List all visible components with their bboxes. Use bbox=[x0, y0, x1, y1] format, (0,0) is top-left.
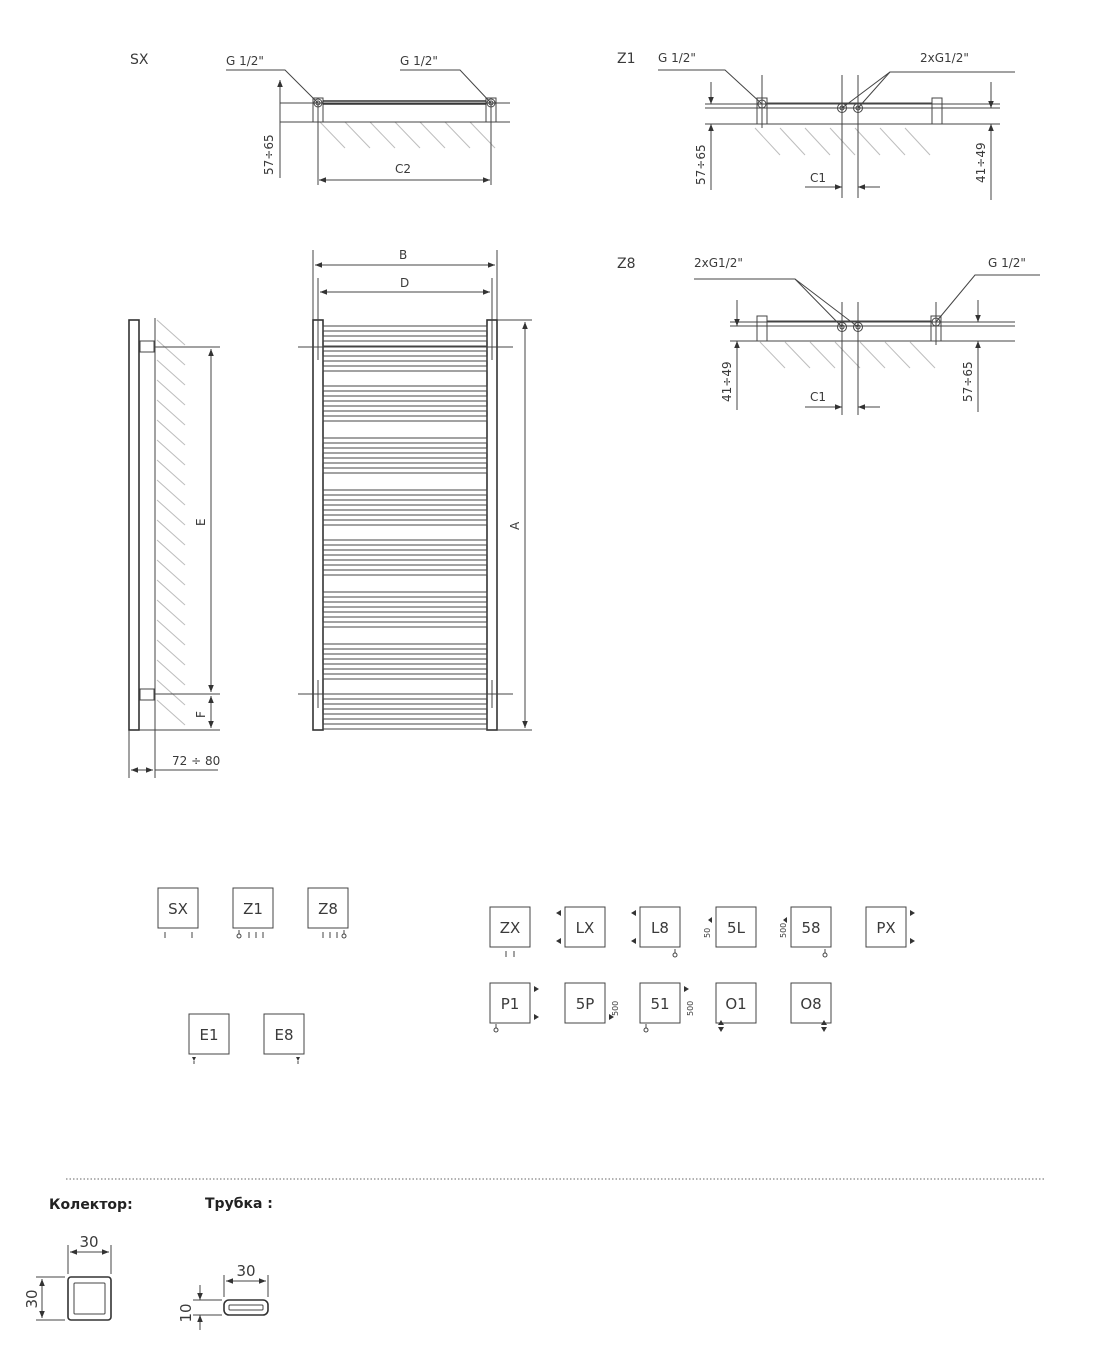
conn-label-l8: L8 bbox=[651, 919, 669, 937]
conn-box-5p[interactable] bbox=[565, 983, 620, 1023]
tube-19 bbox=[323, 550, 487, 555]
mark-58: 500 bbox=[779, 922, 788, 938]
mark-5l: 50 bbox=[703, 927, 712, 938]
connections-row-1 bbox=[490, 907, 915, 957]
mark-51: 500 bbox=[686, 1000, 695, 1016]
z8-left-offset: 41÷49 bbox=[720, 361, 734, 402]
z1-title: Z1 bbox=[617, 51, 636, 67]
tube-16 bbox=[323, 510, 487, 515]
tube-width: 30 bbox=[236, 1262, 256, 1280]
heating-tubes bbox=[323, 326, 487, 729]
right-collector bbox=[487, 320, 497, 730]
conn-box-5l[interactable] bbox=[703, 907, 756, 947]
conn-label-px: PX bbox=[876, 919, 896, 937]
tube-12 bbox=[323, 458, 487, 463]
z1-left-thread: G 1/2" bbox=[658, 51, 696, 65]
conn-box-e1[interactable] bbox=[189, 1014, 229, 1064]
side-top-bracket bbox=[140, 341, 154, 352]
conn-box-o1[interactable] bbox=[716, 983, 756, 1032]
conn-label-p1: P1 bbox=[500, 995, 520, 1013]
tube-9 bbox=[323, 416, 487, 421]
sx-offset: 57÷65 bbox=[262, 134, 276, 175]
connections-row-2 bbox=[490, 983, 831, 1032]
tube-6 bbox=[323, 386, 487, 391]
conn-box-p1[interactable] bbox=[490, 983, 539, 1032]
tube-4 bbox=[323, 356, 487, 361]
z1-view bbox=[617, 51, 1015, 200]
conn-label-58: 58 bbox=[801, 919, 821, 937]
tube-15 bbox=[323, 500, 487, 505]
z8-center-label: C1 bbox=[810, 390, 827, 404]
z8-right-thread: G 1/2" bbox=[988, 256, 1026, 270]
tube-24 bbox=[323, 612, 487, 617]
tube-25 bbox=[323, 622, 487, 627]
tube-height: 10 bbox=[177, 1303, 195, 1323]
side-bottom-bracket bbox=[140, 689, 154, 700]
tube-23 bbox=[323, 602, 487, 607]
conn-label-51: 51 bbox=[650, 995, 670, 1013]
tube-profile bbox=[177, 1262, 268, 1330]
tube-1 bbox=[323, 326, 487, 331]
z8-title: Z8 bbox=[617, 256, 636, 272]
tube-20 bbox=[323, 560, 487, 565]
tube-21 bbox=[323, 570, 487, 575]
conn-box-58[interactable] bbox=[779, 907, 831, 957]
tube-8 bbox=[323, 406, 487, 411]
connections-basic bbox=[158, 888, 348, 938]
tube-26 bbox=[323, 644, 487, 649]
conn-label-5p: 5P bbox=[575, 995, 595, 1013]
side-collector bbox=[129, 320, 139, 730]
side-wall-gap: 72 ÷ 80 bbox=[172, 754, 221, 768]
tube-27 bbox=[323, 654, 487, 659]
side-spacing-label: E bbox=[194, 518, 208, 526]
side-bottom-label: F bbox=[194, 711, 208, 718]
tube-11 bbox=[323, 448, 487, 453]
tube-13 bbox=[323, 468, 487, 473]
sx-view bbox=[130, 52, 510, 185]
conn-box-51[interactable] bbox=[640, 983, 695, 1032]
tube-30 bbox=[323, 694, 487, 699]
z8-right-offset: 57÷65 bbox=[961, 361, 975, 402]
conn-box-l8[interactable] bbox=[631, 907, 680, 957]
z1-center-label: C1 bbox=[810, 171, 827, 185]
conn-box-sx[interactable] bbox=[158, 888, 198, 938]
conn-label-e8: E8 bbox=[274, 1026, 294, 1044]
collector-width: 30 bbox=[79, 1233, 99, 1251]
conn-box-e8[interactable] bbox=[264, 1014, 304, 1064]
side-view bbox=[129, 318, 220, 778]
sx-width-label: C2 bbox=[395, 162, 412, 176]
tube-18 bbox=[323, 540, 487, 545]
mark-5p: 500 bbox=[611, 1000, 620, 1016]
tube-29 bbox=[323, 674, 487, 679]
z1-left-offset: 57÷65 bbox=[694, 144, 708, 185]
tube-28 bbox=[323, 664, 487, 669]
sx-wall-hatch bbox=[320, 122, 495, 148]
sx-left-thread: G 1/2" bbox=[226, 54, 264, 68]
conn-label-o8: O8 bbox=[800, 995, 822, 1013]
side-wall-hatch bbox=[157, 320, 185, 725]
z8-view bbox=[617, 256, 1040, 415]
tube-32 bbox=[323, 714, 487, 719]
conn-label-z8: Z8 bbox=[318, 900, 338, 918]
conn-box-z1[interactable] bbox=[233, 888, 273, 938]
conn-label-o1: O1 bbox=[725, 995, 747, 1013]
z1-right-thread: 2xG1/2" bbox=[920, 51, 969, 65]
front-width-b: B bbox=[399, 248, 408, 262]
collector-profile bbox=[23, 1233, 111, 1320]
conn-label-lx: LX bbox=[575, 919, 595, 937]
tube-14 bbox=[323, 490, 487, 495]
conn-box-lx[interactable] bbox=[556, 907, 605, 947]
conn-box-z8[interactable] bbox=[308, 888, 348, 938]
collector-height: 30 bbox=[23, 1289, 41, 1309]
tube-22 bbox=[323, 592, 487, 597]
conn-box-o8[interactable] bbox=[791, 983, 831, 1032]
tube-10 bbox=[323, 438, 487, 443]
connections-electric bbox=[189, 1014, 304, 1064]
conn-label-z1: Z1 bbox=[243, 900, 263, 918]
conn-label-5l: 5L bbox=[727, 919, 745, 937]
sx-title: SX bbox=[130, 52, 149, 68]
tube-33 bbox=[323, 724, 487, 729]
z8-wall-hatch bbox=[760, 342, 935, 368]
front-view bbox=[298, 248, 532, 730]
left-collector bbox=[313, 320, 323, 730]
front-width-d: D bbox=[400, 276, 410, 290]
tube-label: Трубка : bbox=[205, 1196, 273, 1212]
conn-box-px[interactable] bbox=[866, 907, 915, 947]
z8-left-thread: 2xG1/2" bbox=[694, 256, 743, 270]
z1-right-offset: 41÷49 bbox=[974, 142, 988, 183]
tube-7 bbox=[323, 396, 487, 401]
tube-17 bbox=[323, 520, 487, 525]
tube-5 bbox=[323, 366, 487, 371]
collector-label: Колектор: bbox=[49, 1197, 133, 1213]
conn-label-sx: SX bbox=[168, 900, 188, 918]
sx-right-thread: G 1/2" bbox=[400, 54, 438, 68]
conn-box-zx[interactable] bbox=[490, 907, 530, 957]
conn-label-e1: E1 bbox=[199, 1026, 219, 1044]
tube-2 bbox=[323, 336, 487, 341]
conn-label-zx: ZX bbox=[499, 919, 521, 937]
tube-31 bbox=[323, 704, 487, 709]
front-height-a: A bbox=[508, 521, 522, 530]
